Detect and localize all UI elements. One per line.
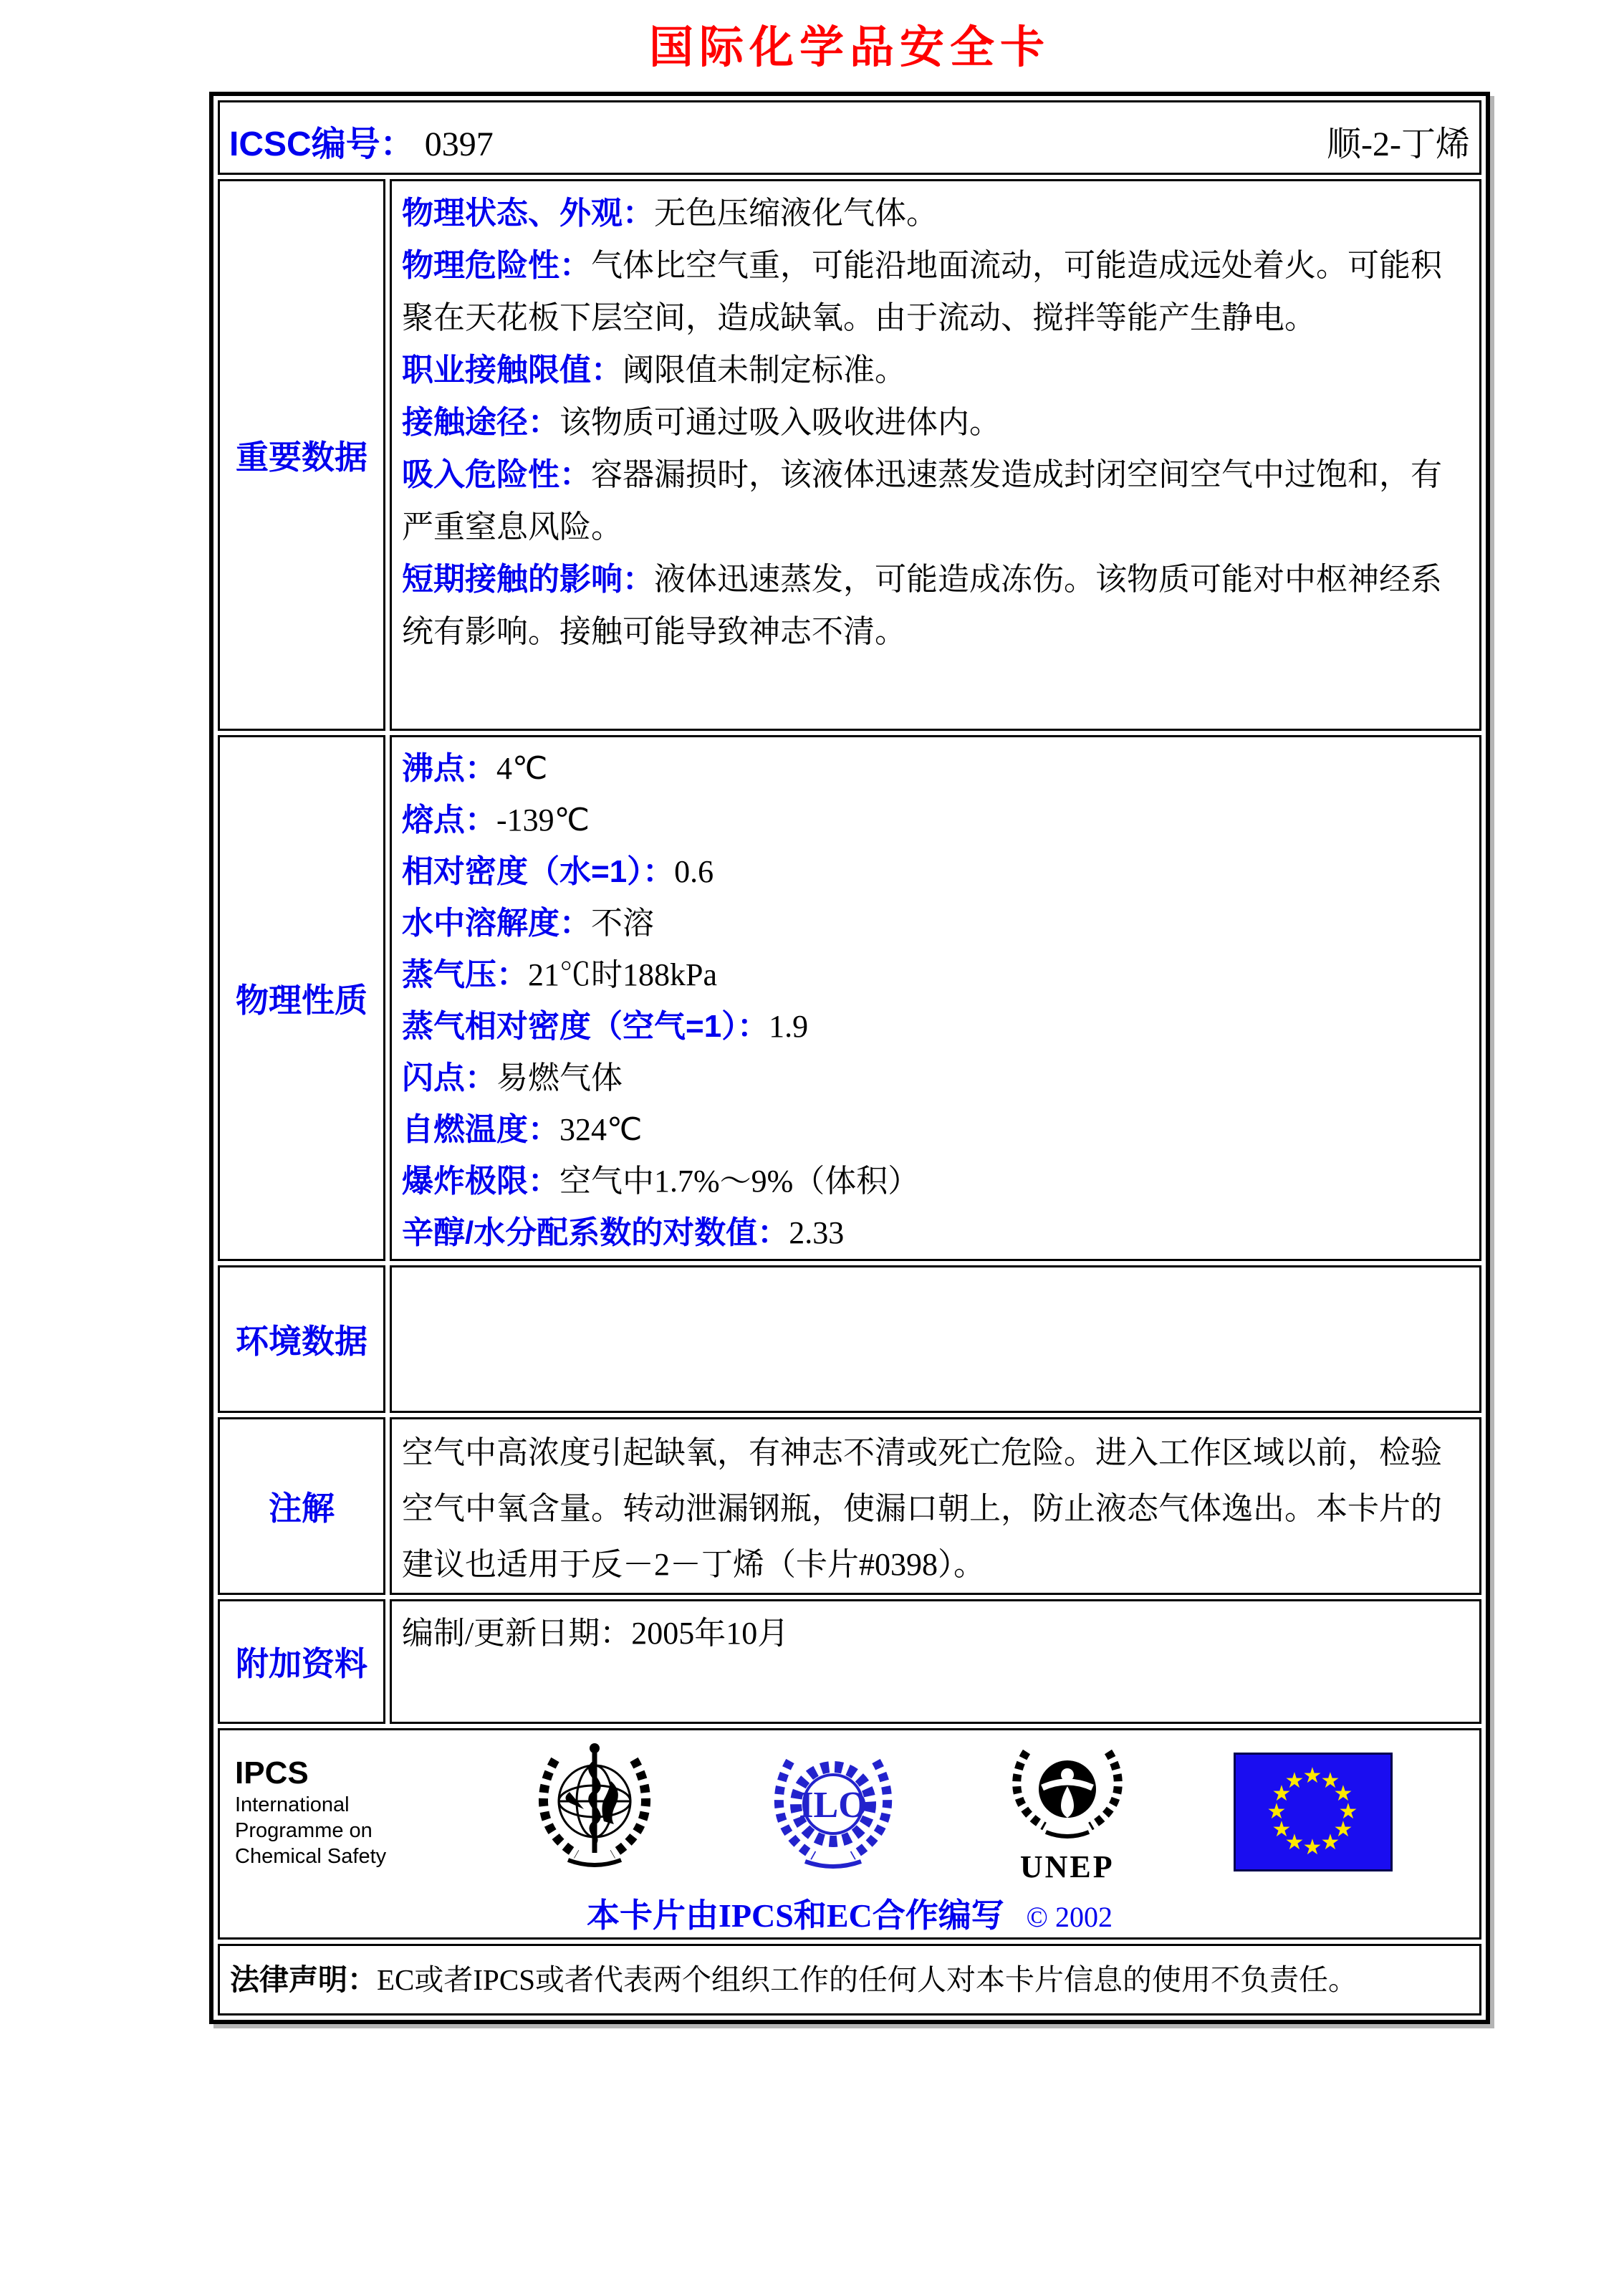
data-item: 吸入危险性：容器漏损时，该液体迅速蒸发造成封闭空间空气中过饱和，有严重窒息风险。: [402, 457, 1442, 545]
card-header: [221, 103, 1479, 166]
credit-year: © 2002: [1026, 1901, 1113, 1933]
data-item: 职业接触限值：阈限值未制定标准。: [402, 353, 906, 388]
additional-info-content: [390, 1599, 1481, 1724]
update-date: 编制/更新日期：2005年10月: [402, 1616, 789, 1651]
important-data-content: [390, 179, 1481, 731]
property-item: 辛醇/水分配系数的对数值：2.33: [402, 1215, 845, 1250]
ilo-logo-icon: [765, 1738, 901, 1885]
legal-disclaimer: [218, 1944, 1481, 2015]
section-label-important-data: 重要数据: [236, 438, 367, 476]
property-item: 自燃温度：324℃: [402, 1112, 643, 1147]
property-item: 熔点：-139℃: [402, 802, 590, 838]
property-item: 蒸气压：21℃时188kPa: [402, 957, 717, 992]
data-item: 物理状态、外观：无色压缩液化气体。: [402, 196, 938, 231]
legal-text: EC或者IPCS或者代表两个组织工作的任何人对本卡片信息的使用不负责任。: [377, 1963, 1358, 1996]
environmental-data-content: [390, 1265, 1481, 1413]
credit-text: 本卡片由IPCS和EC合作编写: [587, 1897, 1004, 1934]
who-logo-icon: [527, 1738, 663, 1885]
physical-properties-content: [390, 735, 1481, 1261]
organizations-row: [218, 1728, 1481, 1940]
notes-content: [390, 1417, 1481, 1595]
data-item: 接触途径：该物质可通过吸入吸收进体内。: [402, 405, 1001, 440]
property-item: 闪点：易燃气体: [402, 1060, 623, 1096]
unep-logo-icon: [1003, 1740, 1132, 1851]
data-item: 短期接触的影响：液体迅速蒸发，可能造成冻伤。该物质可能对中枢神经系统有影响。接触可能导致神志不清。: [402, 562, 1442, 649]
svg-text:ILO: ILO: [798, 1785, 868, 1826]
section-label-physical-properties: 物理性质: [236, 982, 367, 1019]
icsc-number-value: 0397: [424, 125, 494, 163]
property-item: 相对密度（水=1）：0.6: [402, 854, 714, 889]
icsc-number-label: ICSC编号：: [229, 125, 415, 163]
property-item: 水中溶解度：不溶: [402, 906, 654, 941]
ipcs-acronym: IPCS: [235, 1755, 309, 1791]
section-label-notes: 注解: [269, 1490, 335, 1527]
safety-card-table: [209, 92, 1490, 2024]
legal-label: 法律声明：: [230, 1963, 377, 1996]
unep-logo-block: [1003, 1740, 1132, 1883]
credit-line: [221, 1889, 1479, 1937]
section-label-additional-info: 附加资料: [236, 1645, 367, 1682]
property-item: 沸点：4℃: [402, 751, 548, 786]
page-title: 国际化学品安全卡: [648, 23, 1050, 72]
property-item: 蒸气相对密度（空气=1）：1.9: [402, 1009, 809, 1044]
notes-text: 空气中高浓度引起缺氧，有神志不清或死亡危险。进入工作区域以前，检验空气中氧含量。转动泄漏钢瓶，使漏口朝上，防止液态气体逸出。本卡片的建议也适用于反－2－丁烯（卡片#0398）。: [402, 1435, 1442, 1582]
section-label-environmental-data: 环境数据: [236, 1323, 367, 1360]
unep-word: UNEP: [1019, 1849, 1115, 1884]
property-item: 爆炸极限：空气中1.7%～9%（体积）: [402, 1164, 920, 1199]
data-item: 物理危险性：气体比空气重，可能沿地面流动，可能造成远处着火。可能积聚在天花板下层空间，造成缺氧。由于流动、搅拌等能产生静电。: [402, 248, 1442, 335]
icsc-number: [229, 116, 494, 166]
eu-flag-icon: ★ ★ ★ ★ ★ ★ ★ ★ ★ ★ ★ ★: [1234, 1753, 1393, 1871]
ipcs-text-block: IPCS International Programme on Chemical Safety: [235, 1755, 425, 1869]
chemical-name: 顺-2-丁烯: [1327, 125, 1470, 163]
